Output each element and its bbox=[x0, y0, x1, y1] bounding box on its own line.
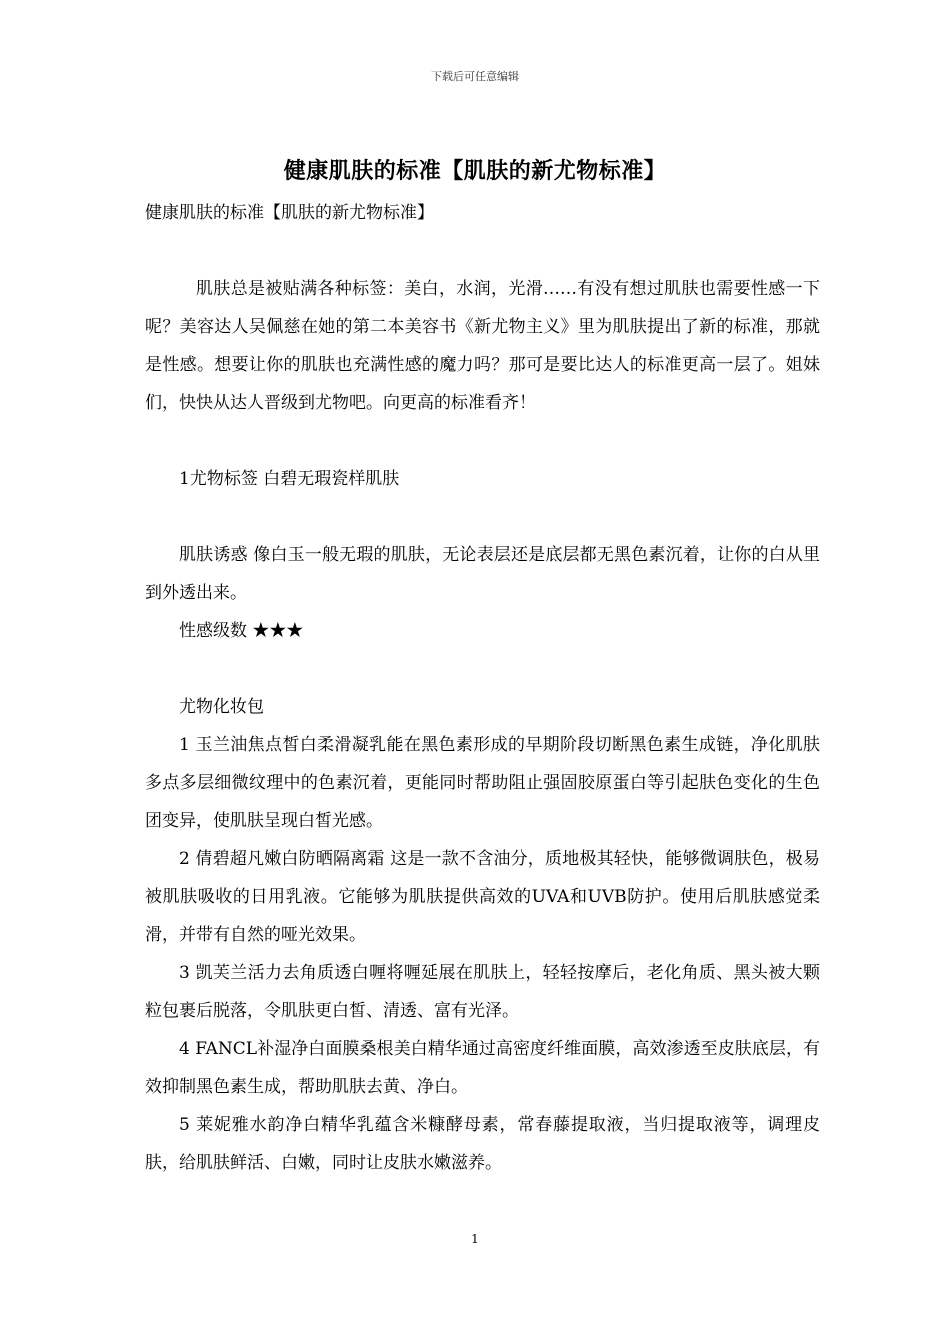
blank-line bbox=[145, 650, 820, 688]
blank-line bbox=[145, 498, 820, 536]
product-item: 2 倩碧超凡嫩白防晒隔离霜 这是一款不含油分，质地极其轻快，能够微调肤色，极易被肌肤吸收的日用乳液。它能够为肌肤提供高效的UVA和UVB防护。使用后肌肤感觉柔滑，并带有自然的哑光效果。 bbox=[145, 849, 820, 945]
product-item: 4 FANCL补湿净白面膜桑根美白精华通过高密度纤维面膜，高效渗透至皮肤底层，有效抑制黑色素生成，帮助肌肤去黄、净白。 bbox=[145, 1039, 820, 1097]
kit-heading: 尤物化妆包 bbox=[179, 697, 264, 717]
product-item: 5 莱妮雅水韵净白精华乳蕴含米糠酵母素，常春藤提取液，当归提取液等，调理皮肤，给肌肤鲜活、白嫩，同时让皮肤水嫩滋养。 bbox=[145, 1115, 820, 1173]
sexy-rating: 性感级数 ★★★ bbox=[179, 621, 304, 641]
blank-line bbox=[145, 422, 820, 460]
section-heading: 1尤物标签 白碧无瑕瓷样肌肤 bbox=[179, 469, 400, 489]
product-item: 3 凯芙兰活力去角质透白喱将喱延展在肌肤上，轻轻按摩后，老化角质、黑头被大颗粒包裹后脱落，令肌肤更白皙、清透、富有光泽。 bbox=[145, 963, 820, 1021]
blank-line bbox=[145, 232, 820, 270]
section-description: 肌肤诱惑 像白玉一般无瑕的肌肤，无论表层还是底层都无黑色素沉着，让你的白从里到外透出来。 bbox=[145, 545, 820, 603]
document-subtitle: 健康肌肤的标准【肌肤的新尤物标准】 bbox=[145, 203, 434, 223]
product-item: 1 玉兰油焦点皙白柔滑凝乳能在黑色素形成的早期阶段切断黑色素生成链，净化肌肤多点多层细微纹理中的色素沉着，更能同时帮助阻止强固胶原蛋白等引起肤色变化的生色团变异，使肌肤呈现白皙光感。 bbox=[145, 735, 820, 831]
header-note: 下载后可任意编辑 bbox=[431, 70, 519, 83]
page-number: 1 bbox=[471, 1232, 479, 1246]
document-body bbox=[145, 194, 820, 1182]
intro-paragraph: 肌肤总是被贴满各种标签：美白，水润，光滑……有没有想过肌肤也需要性感一下呢？美容达人吴佩慈在她的第二本美容书《新尤物主义》里为肌肤提出了新的标准，那就是性感。想要让你的肌肤也充满性感的魔力吗？那可是要比达人的标准更高一层了。姐妹们，快快从达人晋级到尤物吧。向更高的标准看齐！ bbox=[145, 279, 820, 413]
document-title: 健康肌肤的标准【肌肤的新尤物标准】 bbox=[283, 158, 667, 184]
